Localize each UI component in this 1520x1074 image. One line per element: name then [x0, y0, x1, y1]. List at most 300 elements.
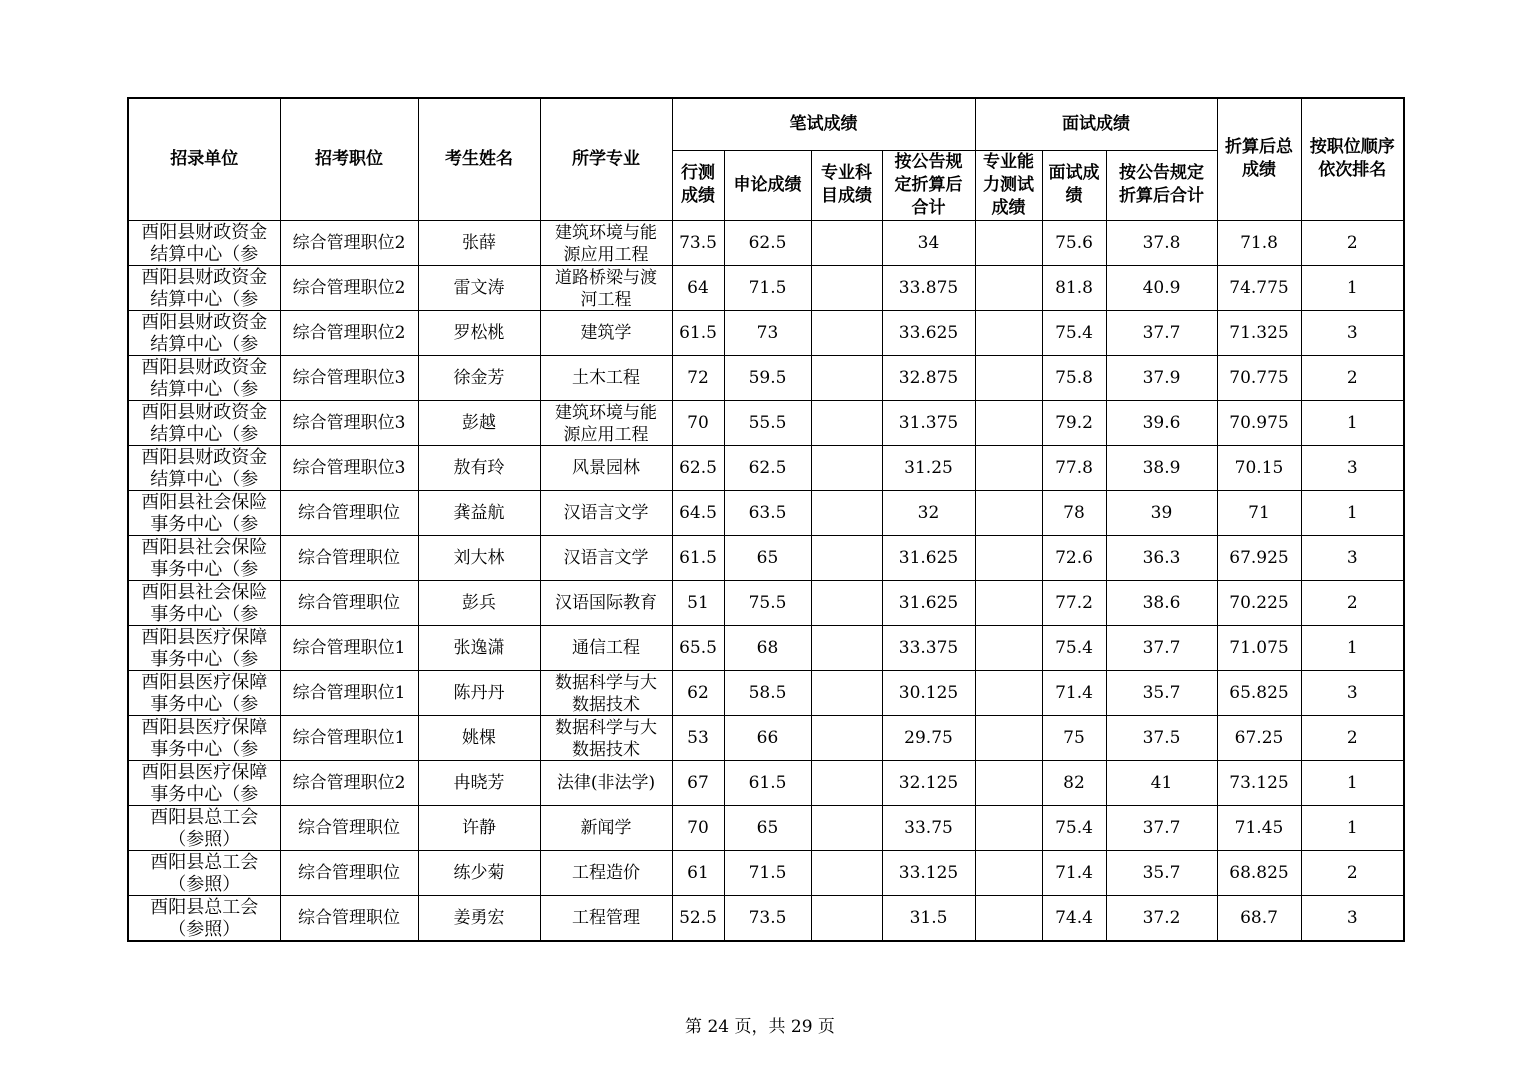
header-unit: 招录单位 [128, 98, 280, 220]
position-cell: 综合管理职位2 [280, 265, 418, 310]
position-cell: 综合管理职位3 [280, 400, 418, 445]
interview-cell: 71.4 [1042, 850, 1106, 895]
interview-total-cell: 38.6 [1106, 580, 1217, 625]
zhuanye-cell [811, 760, 882, 805]
unit-cell-line-2: 事务中心（参 [150, 738, 259, 760]
header-major: 所学专业 [540, 98, 672, 220]
rank-cell: 3 [1301, 535, 1404, 580]
ability-cell [975, 265, 1042, 310]
interview-total-cell: 37.7 [1106, 805, 1217, 850]
interview-cell: 75.4 [1042, 310, 1106, 355]
rank-cell: 1 [1301, 625, 1404, 670]
table-row [128, 715, 1404, 760]
major-cell-line-1: 汉语国际教育 [555, 592, 657, 613]
written-total-cell: 30.125 [882, 670, 975, 715]
written-total-cell: 33.375 [882, 625, 975, 670]
unit-cell-line-2: 事务中心（参 [150, 603, 259, 625]
interview-total-cell: 39.6 [1106, 400, 1217, 445]
rank-cell: 1 [1301, 805, 1404, 850]
major-cell-line-2: 源应用工程 [563, 244, 649, 265]
unit-cell-line-2: （参照） [168, 918, 241, 940]
position-cell: 综合管理职位3 [280, 355, 418, 400]
final-cell: 67.25 [1217, 715, 1301, 760]
final-cell: 70.15 [1217, 445, 1301, 490]
header-interview [1042, 150, 1106, 220]
major-cell-line-2: 数据技术 [572, 694, 640, 715]
unit-cell-line-2: （参照） [168, 873, 241, 895]
interview-cell: 75.8 [1042, 355, 1106, 400]
rank-cell: 2 [1301, 220, 1404, 265]
score-table [127, 97, 1405, 942]
interview-total-cell: 40.9 [1106, 265, 1217, 310]
written-total-cell: 31.625 [882, 535, 975, 580]
major-cell [540, 580, 672, 625]
interview-total-cell: 37.2 [1106, 895, 1217, 941]
rank-cell: 3 [1301, 895, 1404, 941]
interview-cell: 81.8 [1042, 265, 1106, 310]
zhuanye-cell [811, 400, 882, 445]
header-interview-text: 面试成绩 [1048, 163, 1100, 206]
name-cell: 姚棵 [418, 715, 540, 760]
interview-cell: 75 [1042, 715, 1106, 760]
unit-cell-line-2: 结算中心（参 [150, 243, 259, 265]
interview-total-cell: 37.7 [1106, 310, 1217, 355]
written-total-cell: 31.5 [882, 895, 975, 941]
name-cell: 冉晓芳 [418, 760, 540, 805]
name-cell: 彭兵 [418, 580, 540, 625]
shenlun-cell: 73 [724, 310, 811, 355]
xingce-cell: 70 [672, 805, 724, 850]
unit-cell-line-2: 事务中心（参 [150, 783, 259, 805]
interview-cell: 78 [1042, 490, 1106, 535]
xingce-cell: 67 [672, 760, 724, 805]
position-cell: 综合管理职位 [280, 895, 418, 941]
interview-total-cell: 37.7 [1106, 625, 1217, 670]
unit-cell [128, 805, 280, 850]
ability-cell [975, 355, 1042, 400]
ability-cell [975, 715, 1042, 760]
rank-cell: 2 [1301, 355, 1404, 400]
written-total-cell: 33.625 [882, 310, 975, 355]
unit-cell-line-1: 酉阳县财政资金 [141, 311, 268, 333]
shenlun-cell: 65 [724, 805, 811, 850]
table-row [128, 220, 1404, 265]
written-total-cell: 32.875 [882, 355, 975, 400]
name-cell: 彭越 [418, 400, 540, 445]
shenlun-cell: 65 [724, 535, 811, 580]
header-interview-group: 面试成绩 [975, 98, 1217, 150]
name-cell: 张逸潇 [418, 625, 540, 670]
position-cell: 综合管理职位 [280, 850, 418, 895]
unit-cell-line-1: 酉阳县医疗保障 [141, 671, 268, 693]
zhuanye-cell [811, 535, 882, 580]
name-cell: 龚益航 [418, 490, 540, 535]
header-written-total [882, 150, 975, 220]
interview-cell: 74.4 [1042, 895, 1106, 941]
rank-cell: 3 [1301, 670, 1404, 715]
final-cell: 70.775 [1217, 355, 1301, 400]
written-total-cell: 31.375 [882, 400, 975, 445]
name-cell: 练少菊 [418, 850, 540, 895]
unit-cell-line-2: 事务中心（参 [150, 558, 259, 580]
header-position: 招考职位 [280, 98, 418, 220]
major-cell [540, 805, 672, 850]
table-row [128, 625, 1404, 670]
major-cell [540, 625, 672, 670]
zhuanye-cell [811, 805, 882, 850]
unit-cell-line-1: 酉阳县财政资金 [141, 266, 268, 288]
name-cell: 敖有玲 [418, 445, 540, 490]
header-zhuanye-text: 专业科目成绩 [821, 163, 872, 206]
interview-total-cell: 37.5 [1106, 715, 1217, 760]
zhuanye-cell [811, 310, 882, 355]
position-cell: 综合管理职位 [280, 580, 418, 625]
major-cell-line-1: 建筑环境与能 [555, 402, 657, 423]
position-cell: 综合管理职位3 [280, 445, 418, 490]
page-footer: 第 24 页，共 29 页 [685, 1017, 835, 1037]
interview-cell: 82 [1042, 760, 1106, 805]
score-table-body [128, 220, 1404, 941]
ability-cell [975, 220, 1042, 265]
interview-total-cell: 35.7 [1106, 850, 1217, 895]
ability-cell [975, 760, 1042, 805]
shenlun-cell: 75.5 [724, 580, 811, 625]
zhuanye-cell [811, 490, 882, 535]
xingce-cell: 72 [672, 355, 724, 400]
interview-cell: 77.8 [1042, 445, 1106, 490]
header-written-group: 笔试成绩 [672, 98, 975, 150]
written-total-cell: 31.25 [882, 445, 975, 490]
unit-cell-line-1: 酉阳县医疗保障 [141, 761, 268, 783]
position-cell: 综合管理职位2 [280, 220, 418, 265]
major-cell-line-1: 道路桥梁与渡 [555, 267, 657, 288]
unit-cell [128, 670, 280, 715]
major-cell [540, 220, 672, 265]
header-xingce [672, 150, 724, 220]
position-cell: 综合管理职位 [280, 805, 418, 850]
unit-cell-line-2: 事务中心（参 [150, 693, 259, 715]
unit-cell [128, 850, 280, 895]
position-cell: 综合管理职位1 [280, 715, 418, 760]
zhuanye-cell [811, 220, 882, 265]
xingce-cell: 61.5 [672, 535, 724, 580]
table-row [128, 310, 1404, 355]
major-cell-line-1: 工程造价 [572, 862, 640, 883]
xingce-cell: 61.5 [672, 310, 724, 355]
table-row [128, 535, 1404, 580]
header-interview-total-text: 按公告规定折算后合计 [1119, 163, 1204, 206]
table-row [128, 490, 1404, 535]
header-xingce-text: 行测成绩 [681, 163, 715, 206]
ability-cell [975, 625, 1042, 670]
final-cell: 65.825 [1217, 670, 1301, 715]
table-row [128, 895, 1404, 941]
interview-cell: 77.2 [1042, 580, 1106, 625]
unit-cell-line-1: 酉阳县财政资金 [141, 446, 268, 468]
final-cell: 70.225 [1217, 580, 1301, 625]
ability-cell [975, 490, 1042, 535]
table-row [128, 580, 1404, 625]
final-cell: 70.975 [1217, 400, 1301, 445]
table-row [128, 265, 1404, 310]
unit-cell-line-1: 酉阳县医疗保障 [141, 626, 268, 648]
name-cell: 张薛 [418, 220, 540, 265]
ability-cell [975, 535, 1042, 580]
rank-cell: 3 [1301, 445, 1404, 490]
shenlun-cell: 73.5 [724, 895, 811, 941]
interview-total-cell: 39 [1106, 490, 1217, 535]
major-cell-line-1: 数据科学与大 [555, 672, 657, 693]
table-row [128, 445, 1404, 490]
interview-total-cell: 37.9 [1106, 355, 1217, 400]
header-final-text: 折算后总成绩 [1225, 137, 1293, 181]
major-cell [540, 265, 672, 310]
xingce-cell: 62.5 [672, 445, 724, 490]
zhuanye-cell [811, 265, 882, 310]
zhuanye-cell [811, 715, 882, 760]
major-cell [540, 850, 672, 895]
unit-cell-line-2: 事务中心（参 [150, 513, 259, 535]
interview-cell: 72.6 [1042, 535, 1106, 580]
header-ability [975, 150, 1042, 220]
position-cell: 综合管理职位1 [280, 625, 418, 670]
position-cell: 综合管理职位 [280, 490, 418, 535]
unit-cell-line-1: 酉阳县总工会 [150, 806, 259, 828]
interview-total-cell: 35.7 [1106, 670, 1217, 715]
unit-cell-line-1: 酉阳县医疗保障 [141, 716, 268, 738]
name-cell: 许静 [418, 805, 540, 850]
unit-cell-line-2: 结算中心（参 [150, 378, 259, 400]
shenlun-cell: 58.5 [724, 670, 811, 715]
final-cell: 73.125 [1217, 760, 1301, 805]
xingce-cell: 70 [672, 400, 724, 445]
name-cell: 姜勇宏 [418, 895, 540, 941]
major-cell-line-1: 土木工程 [572, 367, 640, 388]
rank-cell: 2 [1301, 850, 1404, 895]
written-total-cell: 32.125 [882, 760, 975, 805]
interview-cell: 75.6 [1042, 220, 1106, 265]
unit-cell [128, 715, 280, 760]
unit-cell-line-1: 酉阳县财政资金 [141, 221, 268, 243]
table-row [128, 355, 1404, 400]
zhuanye-cell [811, 445, 882, 490]
written-total-cell: 33.125 [882, 850, 975, 895]
written-total-cell: 33.75 [882, 805, 975, 850]
written-total-cell: 34 [882, 220, 975, 265]
name-cell: 雷文涛 [418, 265, 540, 310]
xingce-cell: 62 [672, 670, 724, 715]
position-cell: 综合管理职位2 [280, 310, 418, 355]
ability-cell [975, 580, 1042, 625]
rank-cell: 1 [1301, 400, 1404, 445]
unit-cell-line-2: 结算中心（参 [150, 333, 259, 355]
unit-cell [128, 355, 280, 400]
final-cell: 71.8 [1217, 220, 1301, 265]
major-cell-line-1: 建筑学 [580, 322, 632, 343]
shenlun-cell: 68 [724, 625, 811, 670]
unit-cell [128, 400, 280, 445]
major-cell [540, 895, 672, 941]
zhuanye-cell [811, 850, 882, 895]
interview-total-cell: 37.8 [1106, 220, 1217, 265]
unit-cell-line-1: 酉阳县社会保险 [141, 536, 268, 558]
ability-cell [975, 850, 1042, 895]
rank-cell: 1 [1301, 760, 1404, 805]
shenlun-cell: 55.5 [724, 400, 811, 445]
shenlun-cell: 63.5 [724, 490, 811, 535]
major-cell [540, 490, 672, 535]
unit-cell-line-1: 酉阳县财政资金 [141, 356, 268, 378]
ability-cell [975, 445, 1042, 490]
name-cell: 罗松桃 [418, 310, 540, 355]
unit-cell-line-2: 事务中心（参 [150, 648, 259, 670]
major-cell [540, 760, 672, 805]
major-cell [540, 535, 672, 580]
unit-cell [128, 535, 280, 580]
table-row [128, 670, 1404, 715]
unit-cell-line-1: 酉阳县总工会 [150, 851, 259, 873]
unit-cell [128, 580, 280, 625]
interview-total-cell: 41 [1106, 760, 1217, 805]
zhuanye-cell [811, 355, 882, 400]
header-interview-total [1106, 150, 1217, 220]
rank-cell: 1 [1301, 265, 1404, 310]
major-cell-line-1: 新闻学 [580, 817, 632, 838]
xingce-cell: 51 [672, 580, 724, 625]
written-total-cell: 33.875 [882, 265, 975, 310]
final-cell: 71.325 [1217, 310, 1301, 355]
zhuanye-cell [811, 625, 882, 670]
unit-cell [128, 895, 280, 941]
major-cell-line-1: 汉语言文学 [563, 547, 649, 568]
shenlun-cell: 62.5 [724, 220, 811, 265]
xingce-cell: 52.5 [672, 895, 724, 941]
unit-cell-line-2: （参照） [168, 828, 241, 850]
shenlun-cell: 62.5 [724, 445, 811, 490]
unit-cell [128, 220, 280, 265]
shenlun-cell: 59.5 [724, 355, 811, 400]
unit-cell-line-2: 结算中心（参 [150, 288, 259, 310]
interview-total-cell: 38.9 [1106, 445, 1217, 490]
name-cell: 刘大林 [418, 535, 540, 580]
interview-cell: 79.2 [1042, 400, 1106, 445]
unit-cell-line-1: 酉阳县财政资金 [141, 401, 268, 423]
final-cell: 67.925 [1217, 535, 1301, 580]
ability-cell [975, 670, 1042, 715]
table-row [128, 805, 1404, 850]
unit-cell [128, 625, 280, 670]
table-row [128, 760, 1404, 805]
header-rank-text: 按职位顺序依次排名 [1309, 137, 1395, 181]
shenlun-cell: 66 [724, 715, 811, 760]
interview-cell: 71.4 [1042, 670, 1106, 715]
interview-cell: 75.4 [1042, 805, 1106, 850]
final-cell: 68.7 [1217, 895, 1301, 941]
major-cell-line-1: 数据科学与大 [555, 717, 657, 738]
position-cell: 综合管理职位1 [280, 670, 418, 715]
final-cell: 71 [1217, 490, 1301, 535]
final-cell: 68.825 [1217, 850, 1301, 895]
zhuanye-cell [811, 670, 882, 715]
major-cell-line-1: 建筑环境与能 [555, 222, 657, 243]
major-cell [540, 310, 672, 355]
name-cell: 徐金芳 [418, 355, 540, 400]
ability-cell [975, 310, 1042, 355]
written-total-cell: 29.75 [882, 715, 975, 760]
rank-cell: 3 [1301, 310, 1404, 355]
major-cell [540, 355, 672, 400]
table-row [128, 400, 1404, 445]
header-ability-text: 专业能力测试成绩 [983, 151, 1034, 218]
major-cell-line-1: 风景园林 [572, 457, 640, 478]
xingce-cell: 64.5 [672, 490, 724, 535]
shenlun-cell: 71.5 [724, 850, 811, 895]
header-zhuanye [811, 150, 882, 220]
table-row [128, 850, 1404, 895]
unit-cell-line-1: 酉阳县社会保险 [141, 581, 268, 603]
name-cell: 陈丹丹 [418, 670, 540, 715]
rank-cell: 2 [1301, 580, 1404, 625]
interview-total-cell: 36.3 [1106, 535, 1217, 580]
major-cell [540, 445, 672, 490]
unit-cell-line-2: 结算中心（参 [150, 423, 259, 445]
unit-cell [128, 760, 280, 805]
interview-cell: 75.4 [1042, 625, 1106, 670]
major-cell-line-2: 河工程 [580, 289, 632, 310]
written-total-cell: 32 [882, 490, 975, 535]
ability-cell [975, 895, 1042, 941]
position-cell: 综合管理职位 [280, 535, 418, 580]
rank-cell: 2 [1301, 715, 1404, 760]
header-final [1217, 98, 1301, 220]
major-cell [540, 400, 672, 445]
zhuanye-cell [811, 895, 882, 941]
header-shenlun: 申论成绩 [724, 150, 811, 220]
written-total-cell: 31.625 [882, 580, 975, 625]
major-cell [540, 670, 672, 715]
final-cell: 71.45 [1217, 805, 1301, 850]
xingce-cell: 61 [672, 850, 724, 895]
major-cell-line-1: 汉语言文学 [563, 502, 649, 523]
header-name: 考生姓名 [418, 98, 540, 220]
major-cell-line-2: 数据技术 [572, 739, 640, 760]
unit-cell-line-2: 结算中心（参 [150, 468, 259, 490]
unit-cell [128, 445, 280, 490]
xingce-cell: 64 [672, 265, 724, 310]
unit-cell [128, 310, 280, 355]
xingce-cell: 53 [672, 715, 724, 760]
unit-cell-line-1: 酉阳县总工会 [150, 896, 259, 918]
final-cell: 74.775 [1217, 265, 1301, 310]
position-cell: 综合管理职位2 [280, 760, 418, 805]
xingce-cell: 65.5 [672, 625, 724, 670]
unit-cell-line-1: 酉阳县社会保险 [141, 491, 268, 513]
ability-cell [975, 400, 1042, 445]
final-cell: 71.075 [1217, 625, 1301, 670]
major-cell-line-1: 工程管理 [572, 907, 640, 928]
unit-cell [128, 265, 280, 310]
shenlun-cell: 71.5 [724, 265, 811, 310]
major-cell-line-2: 源应用工程 [563, 424, 649, 445]
unit-cell [128, 490, 280, 535]
shenlun-cell: 61.5 [724, 760, 811, 805]
header-written-total-text: 按公告规定折算后合计 [894, 151, 963, 218]
header-rank [1301, 98, 1404, 220]
xingce-cell: 73.5 [672, 220, 724, 265]
major-cell [540, 715, 672, 760]
major-cell-line-1: 通信工程 [572, 637, 640, 658]
major-cell-line-1: 法律(非法学) [556, 772, 656, 793]
